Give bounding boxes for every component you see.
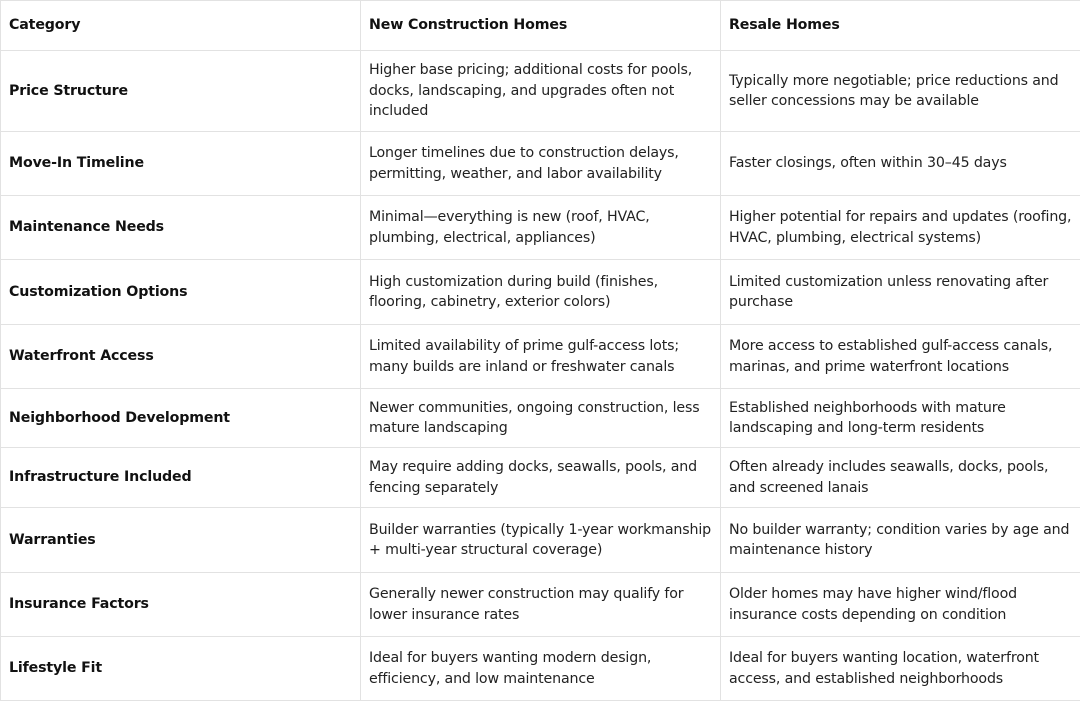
- new-construction-cell: May require adding docks, seawalls, pools, and fencing separately: [361, 448, 721, 508]
- table-row: [1, 573, 1080, 637]
- resale-cell: Limited customization unless renovating after purchase: [721, 260, 1080, 325]
- category-cell: Warranties: [1, 508, 361, 573]
- resale-cell: Higher potential for repairs and updates (roofing, HVAC, plumbing, electrical systems): [721, 196, 1080, 260]
- table-row: [1, 51, 1080, 132]
- new-construction-cell: Longer timelines due to construction delays, permitting, weather, and labor availability: [361, 132, 721, 196]
- category-cell: Price Structure: [1, 51, 361, 132]
- new-construction-cell: High customization during build (finishes, flooring, cabinetry, exterior colors): [361, 260, 721, 325]
- header-row: [1, 1, 1080, 51]
- table-row: [1, 132, 1080, 196]
- table-row: [1, 637, 1080, 701]
- new-construction-cell: Higher base pricing; additional costs for pools, docks, landscaping, and upgrades often not included: [361, 51, 721, 132]
- category-cell: Customization Options: [1, 260, 361, 325]
- resale-cell: Ideal for buyers wanting location, waterfront access, and established neighborhoods: [721, 637, 1080, 701]
- header-category: Category: [1, 1, 361, 51]
- resale-cell: No builder warranty; condition varies by age and maintenance history: [721, 508, 1080, 573]
- new-construction-cell: Ideal for buyers wanting modern design, efficiency, and low maintenance: [361, 637, 721, 701]
- new-construction-cell: Limited availability of prime gulf-access lots; many builds are inland or freshwater canals: [361, 325, 721, 389]
- table-row: [1, 508, 1080, 573]
- category-cell: Neighborhood Development: [1, 389, 361, 448]
- category-cell: Infrastructure Included: [1, 448, 361, 508]
- category-cell: Lifestyle Fit: [1, 637, 361, 701]
- table-row: [1, 448, 1080, 508]
- resale-cell: Often already includes seawalls, docks, pools, and screened lanais: [721, 448, 1080, 508]
- category-cell: Maintenance Needs: [1, 196, 361, 260]
- resale-cell: Older homes may have higher wind/flood insurance costs depending on condition: [721, 573, 1080, 637]
- category-cell: Waterfront Access: [1, 325, 361, 389]
- table-row: [1, 260, 1080, 325]
- new-construction-cell: Generally newer construction may qualify for lower insurance rates: [361, 573, 721, 637]
- table-row: [1, 325, 1080, 389]
- new-construction-cell: Builder warranties (typically 1-year workmanship + multi-year structural coverage): [361, 508, 721, 573]
- header-resale: Resale Homes: [721, 1, 1080, 51]
- header-new-construction: New Construction Homes: [361, 1, 721, 51]
- resale-cell: Faster closings, often within 30–45 days: [721, 132, 1080, 196]
- new-construction-cell: Newer communities, ongoing construction, less mature landscaping: [361, 389, 721, 448]
- table-row: [1, 196, 1080, 260]
- resale-cell: Established neighborhoods with mature landscaping and long-term residents: [721, 389, 1080, 448]
- category-cell: Move-In Timeline: [1, 132, 361, 196]
- table-row: [1, 389, 1080, 448]
- new-construction-cell: Minimal—everything is new (roof, HVAC, plumbing, electrical, appliances): [361, 196, 721, 260]
- resale-cell: More access to established gulf-access canals, marinas, and prime waterfront locations: [721, 325, 1080, 389]
- category-cell: Insurance Factors: [1, 573, 361, 637]
- resale-cell: Typically more negotiable; price reductions and seller concessions may be available: [721, 51, 1080, 132]
